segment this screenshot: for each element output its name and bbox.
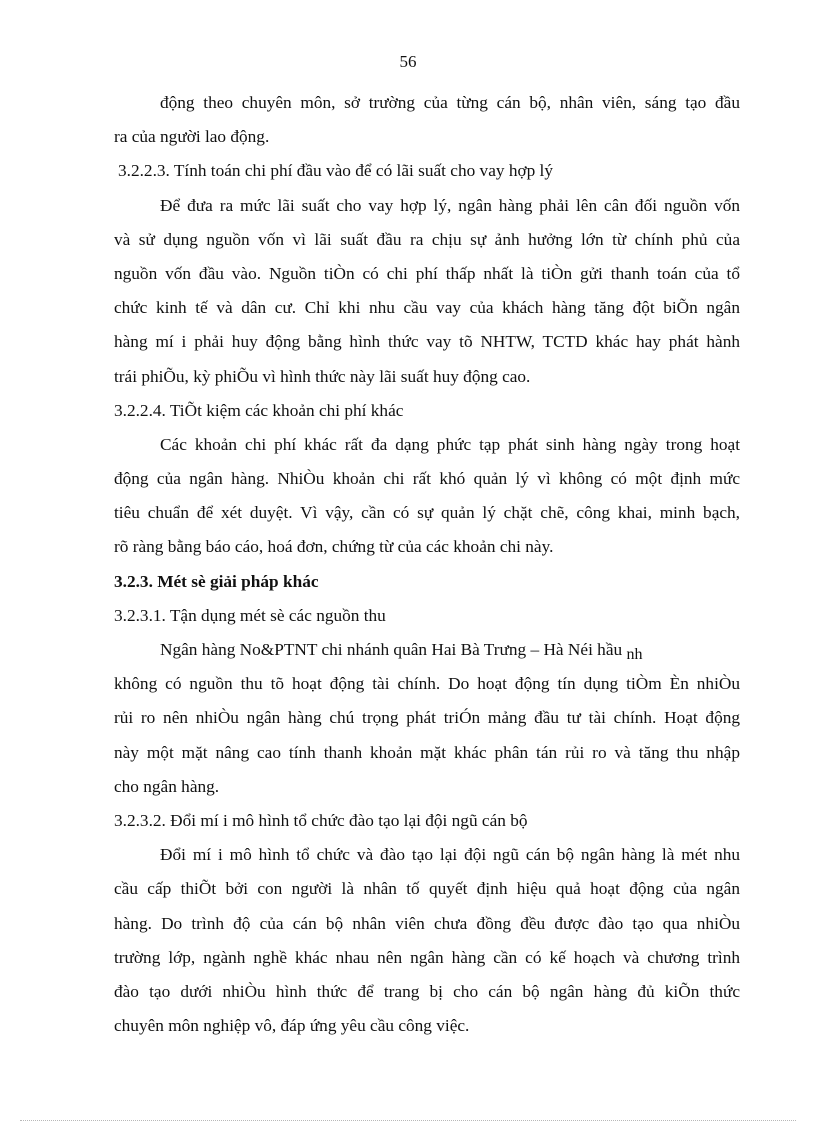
paragraph-line: động theo chuyên môn, sở trường của từng cán bộ, nhân viên, sáng tạo đầu	[160, 93, 740, 112]
paragraph-line: cho ngân hàng.	[114, 776, 220, 796]
paragraph-line: không có nguồn thu tõ hoạt động tài chính. Do hoạt động tín dụng tiÒm Èn nhiÒu	[114, 674, 740, 694]
paragraph-line: trái phiÕu, kỳ phiÕu vì hình thức này lãi suất huy động cao.	[114, 366, 531, 386]
paragraph-line: đào tạo dưới nhiÒu hình thức để trang bị cho cán bộ ngân hàng đủ kiÕn thức	[114, 981, 740, 1001]
paragraph-line: chuyên môn nghiệp vô, đáp ứng yêu cầu công việc.	[114, 1016, 470, 1036]
paragraph-line: rõ ràng bằng báo cáo, hoá đơn, chứng từ của các khoản chi này.	[114, 537, 554, 557]
paragraph-line: Để đưa ra mức lãi suất cho vay hợp lý, ngân hàng phải lên cân đối nguồn vốn	[160, 195, 740, 215]
paragraph-line: này một mặt nâng cao tính thanh khoản mặt khác phân tán rủi ro và tăng thu nhập	[114, 742, 740, 762]
paragraph-line: cầu cấp thiÕt bởi con người là nhân tố quyết định hiệu quả hoạt động của ngân	[114, 879, 740, 899]
section-heading-323: 3.2.3. Mét sè giải pháp khác	[114, 571, 319, 591]
page-number: 56	[399, 52, 417, 71]
paragraph-line: chức kinh tế và dân cư. Chỉ khi nhu cầu vay của khách hàng tăng đột biÕn ngân	[114, 298, 740, 318]
page-bottom-rule	[20, 1120, 796, 1121]
paragraph-line: Các khoản chi phí khác rất đa dạng phức tạp phát sinh hàng ngày trong hoạt	[160, 434, 740, 454]
paragraph-line: nguồn vốn đầu vào. Nguồn tiÒn có chi phí thấp nhất là tiÒn gửi thanh toán của tổ	[114, 263, 740, 283]
paragraph-line: và sử dụng nguồn vốn vì lãi suất đầu ra chịu sự ảnh hưởng lớn từ chính phủ của	[114, 229, 740, 249]
paragraph-line: rủi ro nên nhiÒu ngân hàng chú trọng phát triÓn mảng đầu tư tài chính. Hoạt động	[114, 708, 740, 728]
stray-fragment: nh	[626, 646, 643, 663]
paragraph-text: Ngân hàng No&PTNT chi nhánh quân Hai Bà Trưng – Hà Néi hầu	[160, 640, 623, 659]
document-body	[114, 86, 740, 1043]
paragraph-line	[114, 633, 740, 667]
paragraph-line: hàng mí i phải huy động bằng hình thức vay tõ NHTW, TCTD khác hay phát hành	[114, 332, 740, 352]
section-heading-3223: 3.2.2.3. Tính toán chi phí đầu vào để có lãi suất cho vay hợp lý	[118, 161, 554, 181]
paragraph-line: trường lớp, ngành nghề khác nhau nên ngân hàng cần có kế hoạch và chương trình	[114, 947, 740, 967]
section-heading-3231: 3.2.3.1. Tận dụng mét sè các nguồn thu	[114, 605, 386, 625]
paragraph-line: ra của người lao động.	[114, 127, 270, 147]
paragraph-line: Đổi mí i mô hình tổ chức và đào tạo lại đội ngũ cán bộ ngân hàng là mét nhu	[160, 845, 740, 865]
paragraph-line: hàng. Do trình độ của cán bộ nhân viên chưa đồng đều được đào tạo qua nhiÒu	[114, 913, 740, 933]
section-heading-3224: 3.2.2.4. TiÕt kiệm các khoản chi phí khác	[114, 400, 404, 420]
paragraph-line: động của ngân hàng. NhiÒu khoản chi rất khó quản lý vì không có một định mức	[114, 469, 740, 489]
section-heading-3232: 3.2.3.2. Đổi mí i mô hình tổ chức đào tạo lại đội ngũ cán bộ	[114, 810, 528, 830]
paragraph-line: tiêu chuẩn để xét duyệt. Vì vậy, cần có sự quản lý chặt chẽ, công khai, minh bạch,	[114, 503, 740, 523]
